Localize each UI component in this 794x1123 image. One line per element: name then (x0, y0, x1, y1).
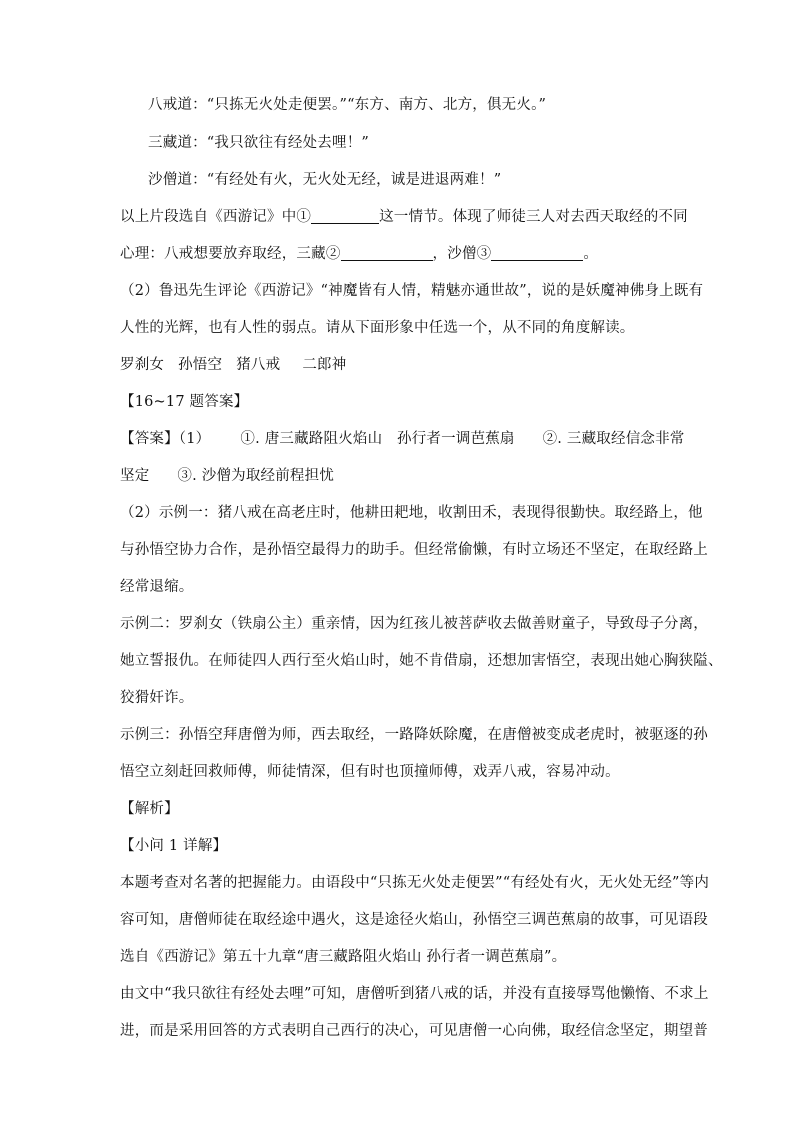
question-line-1 (120, 207, 688, 227)
question-line-2 (120, 244, 680, 264)
example-1-line-3: 经常退缩。 (120, 579, 194, 595)
example-3-line-2: 悟空立刻赶回救师傅，师徒情深，但有时也顶撞师傅，戏弄八戒，容易冲动。 (120, 764, 620, 780)
option-sunwukong: 孙悟空 (178, 357, 223, 373)
analysis-line-3: 选自《西游记》第五十九章“唐三藏路阻火焰山 孙行者一调芭蕉扇”。 (120, 949, 567, 965)
subquestion-1-title: 【小问 1 详解】 (120, 838, 228, 854)
question-2-line-1: （2）鲁迅先生评论《西游记》“神魔皆有人情，精魅亦通世故”，说的是妖魔神佛身上既有 (120, 283, 704, 299)
question-2-line-2: 人性的光辉，也有人性的弱点。请从下面形象中任选一个，从不同的角度解读。 (120, 320, 635, 336)
answer-item-2: ②. 三藏取经信念非常 (542, 431, 685, 447)
analysis-line-5: 进，而是采用回答的方式表明自己西行的决心，可见唐僧一心向佛，取经信念坚定，期望普 (120, 1023, 708, 1039)
option-erlangshen: 二郎神 (302, 357, 347, 373)
example-1-line-1: （2）示例一：猪八戒在高老庄时，他耕田耙地，收割田禾，表现得很勤快。取经路上，他 (120, 505, 703, 521)
example-3-line-1: 示例三：孙悟空拜唐僧为师，西去取经，一路降妖除魔，在唐僧被变成老虎时，被驱逐的孙 (120, 727, 708, 743)
question-text: 。 (583, 246, 599, 262)
answer-item-1: ①. 唐三藏路阻火焰山 孙行者一调芭蕉扇 (240, 431, 515, 447)
option-zhubajie: 猪八戒 (236, 357, 281, 373)
quote-shaseng: 沙僧道：“有经处有火，无火处无经，诚是进退两难！” (148, 172, 502, 188)
answer-line-2 (120, 466, 680, 486)
question-text: 这一情节。体现了师徒三人对去西天取经的不同 (379, 209, 688, 225)
question-text: 以上片段选自《西游记》中 (120, 209, 297, 225)
quote-sanzang: 三藏道：“我只欲往有经处去哩！” (148, 135, 370, 151)
analysis-title: 【解析】 (120, 801, 179, 817)
example-2-line-1: 示例二：罗刹女（铁扇公主）重亲情，因为红孩儿被菩萨收去做善财童子，导致母子分离， (120, 616, 708, 632)
answer-section-title: 【16~17 题答案】 (120, 394, 249, 410)
example-2-line-3: 狡猾奸诈。 (120, 690, 194, 706)
blank-marker-2: ② (325, 246, 341, 262)
answer-blank-2 (341, 244, 433, 261)
quote-bajie: 八戒道：“只拣无火处走便罢。”“东方、南方、北方，俱无火。” (148, 97, 547, 113)
answer-text: 坚定 (120, 468, 150, 484)
answer-item-3: ③. 沙僧为取经前程担忧 (177, 468, 335, 484)
example-1-line-2: 与孙悟空协力合作，是孙悟空最得力的助手。但经常偷懒，有时立场还不坚定，在取经路上 (120, 542, 708, 558)
analysis-line-4: 由文中“我只欲往有经处去哩”可知，唐僧听到猪八戒的话，并没有直接辱骂他懒惰、不求上 (120, 986, 709, 1002)
question-text: 心理：八戒想要放弃取经，三藏 (120, 246, 326, 262)
blank-marker-1: ① (296, 209, 312, 225)
option-luochanv: 罗刹女 (120, 357, 165, 373)
example-2-line-2: 她立誓报仇。在师徒四人西行至火焰山时，她不肯借扇，还想加害悟空，表现出她心胸狭隘、 (120, 653, 723, 669)
answer-blank-1 (311, 207, 379, 224)
answer-line-1 (120, 429, 685, 449)
analysis-line-1: 本题考查对名著的把握能力。由语段中“只拣无火处走便罢”“有经处有火，无火处无经”等内 (120, 875, 710, 891)
question-text: ，沙僧 (432, 246, 477, 262)
analysis-line-2: 容可知，唐僧师徒在取经途中遇火，这是途径火焰山，孙悟空三调芭蕉扇的故事，可见语段 (120, 912, 708, 928)
answer-blank-3 (491, 244, 583, 261)
character-options (120, 355, 680, 375)
blank-marker-3: ③ (476, 246, 492, 262)
answer-label: 【答案】（1） (120, 431, 211, 447)
